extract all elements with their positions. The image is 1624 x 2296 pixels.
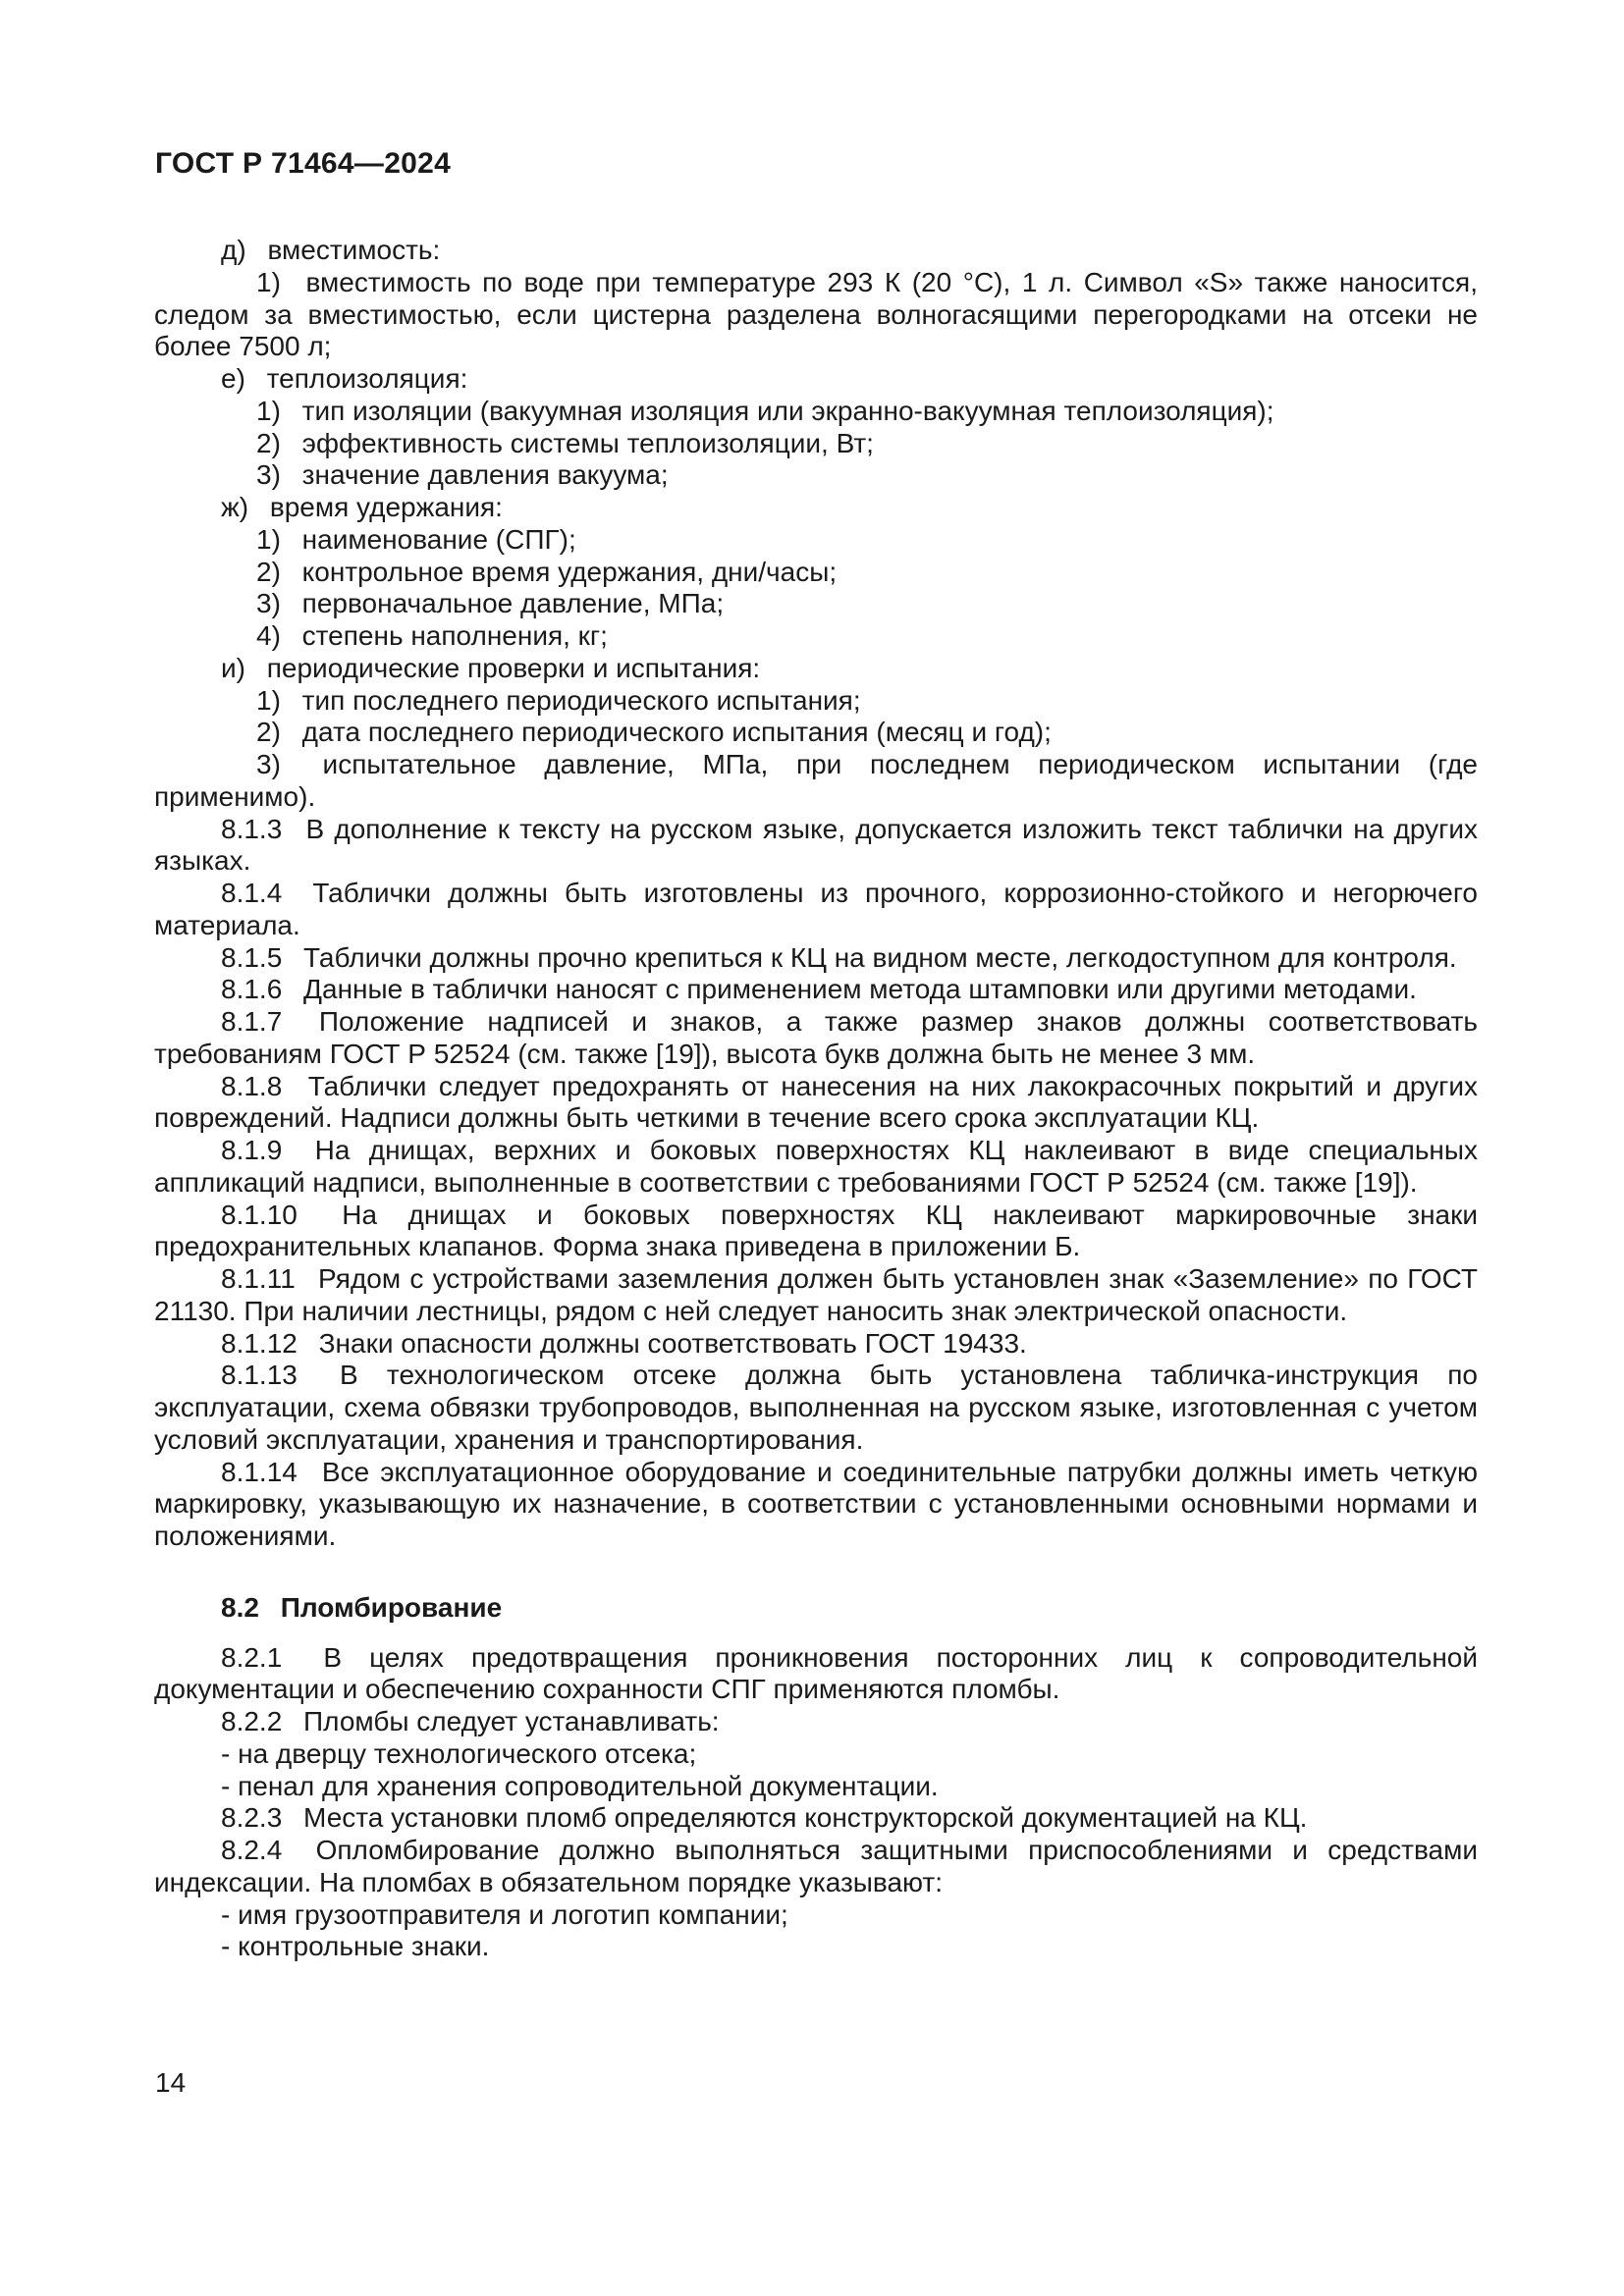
paragraph: 2) дата последнего периодического испытания (месяц и год); — [256, 717, 1052, 748]
paragraph: 8.1.6 Данные в таблички наносят с применением метода штамповки или другими методами. — [221, 974, 1417, 1005]
paragraph: ж) время удержания: — [221, 492, 503, 522]
paragraph: 8.1.8 Таблички следует предохранять от нанесения на них лакокрасочных покрытий и других повреждений. Надписи должны быть четкими в течение всего срока эксплуатации КЦ. — [154, 1070, 1478, 1134]
paragraph: 3) значение давления вакуума; — [256, 459, 669, 491]
list-item-paragraph: - имя грузоотправителя и логотип компании; — [221, 1898, 788, 1930]
list-item-paragraph: - контрольные знаки. — [221, 1931, 490, 1962]
paragraph: 1) вместимость по воде при температуре 293 К (20 °С), 1 л. Символ «S» также наносится, следом за вместимостью, если цистерна разделена волногасящими перегородками на отсеки не более 7500 л; — [154, 266, 1478, 362]
list-item-paragraph: - на дверцу технологического отсека; — [221, 1737, 697, 1769]
paragraph: 2) эффективность системы теплоизоляции, Вт; — [256, 427, 874, 458]
paragraph: 2) контрольное время удержания, дни/часы; — [256, 556, 838, 587]
paragraph: 8.2.1 В целях предотвращения проникновения посторонних лиц к сопроводительной документации и обеспечению сохранности СПГ применяются пломбы. — [154, 1641, 1478, 1705]
paragraph: 8.1.4 Таблички должны быть изготовлены из прочного, коррозионно-стойкого и негорючего материала. — [154, 878, 1478, 940]
paragraph: 3) испытательное давление, МПа, при последнем периодическом испытании (где применимо). — [154, 749, 1478, 812]
paragraph: 3) первоначальное давление, МПа; — [256, 588, 725, 619]
paragraph: и) периодические проверки и испытания: — [221, 652, 761, 683]
paragraph: д) вместимость: — [221, 235, 441, 265]
paragraph: 8.1.12 Знаки опасности должны соответствовать ГОСТ 19433. — [221, 1327, 1027, 1359]
paragraph: 8.1.3 В дополнение к тексту на русском языке, допускается изложить текст таблички на других языках. — [154, 813, 1478, 877]
paragraph: 8.1.5 Таблички должны прочно крепиться к КЦ на видном месте, легкодоступном для контроля. — [221, 941, 1457, 973]
paragraph: 8.1.11 Рядом с устройствами заземления должен быть установлен знак «Заземление» по ГОСТ 21130. При наличии лестницы, рядом с ней следует наносить знак электрической опасности. — [154, 1263, 1478, 1326]
paragraph: 1) наименование (СПГ); — [256, 523, 576, 555]
paragraph: 8.1.10 На днищах и боковых поверхностях КЦ наклеивают маркировочные знаки предохранительных клапанов. Форма знака приведена в приложении Б. — [154, 1199, 1478, 1262]
paragraph: 8.1.14 Все эксплуатационное оборудование и соединительные патрубки должны иметь четкую маркировку, указывающую их назначение, в соответствии с установленными основными нормами и положениями. — [154, 1456, 1478, 1551]
paragraph: 8.1.9 На днищах, верхних и боковых поверхностях КЦ наклеивают в виде специальных аппликаций надписи, выполненные в соответствии с требованиями ГОСТ Р 52524 (см. также [19]). — [154, 1135, 1478, 1198]
document-body — [154, 235, 1478, 1963]
paragraph: 4) степень наполнения, кг; — [256, 620, 608, 651]
paragraph: 1) тип изоляции (вакуумная изоляция или экранно-вакуумная теплоизоляция); — [256, 395, 1274, 426]
standard-code: ГОСТ Р 71464—2024 — [155, 147, 452, 180]
paragraph: 8.1.13 В технологическом отсеке должна быть установлена табличка-инструкция по эксплуатации, схема обвязки трубопроводов, выполненная на русском языке, изготовленная с учетом условий эксплуатации, хранения и транспортирования. — [154, 1360, 1478, 1455]
paragraph: 8.1.7 Положение надписей и знаков, а также размер знаков должны соответствовать требованиям ГОСТ Р 52524 (см. также [19]), высота букв должна быть не менее 3 мм. — [154, 1006, 1478, 1069]
paragraph: 8.2.2 Пломбы следует устанавливать: — [221, 1706, 720, 1736]
section-heading-8-2: 8.2 Пломбирование — [221, 1591, 503, 1623]
paragraph: 8.2.4 Опломбирование должно выполняться защитными приспособлениями и средствами индексации. На пломбах в обязательном порядке указывают: — [154, 1835, 1478, 1897]
paragraph: 1) тип последнего периодического испытания; — [256, 684, 861, 716]
paragraph: е) теплоизоляция: — [221, 363, 468, 394]
paragraph: 8.2.3 Места установки пломб определяются конструкторской документацией на КЦ. — [221, 1802, 1308, 1834]
page-number: 14 — [155, 2067, 187, 2098]
list-item-paragraph: - пенал для хранения сопроводительной документации. — [221, 1770, 939, 1801]
